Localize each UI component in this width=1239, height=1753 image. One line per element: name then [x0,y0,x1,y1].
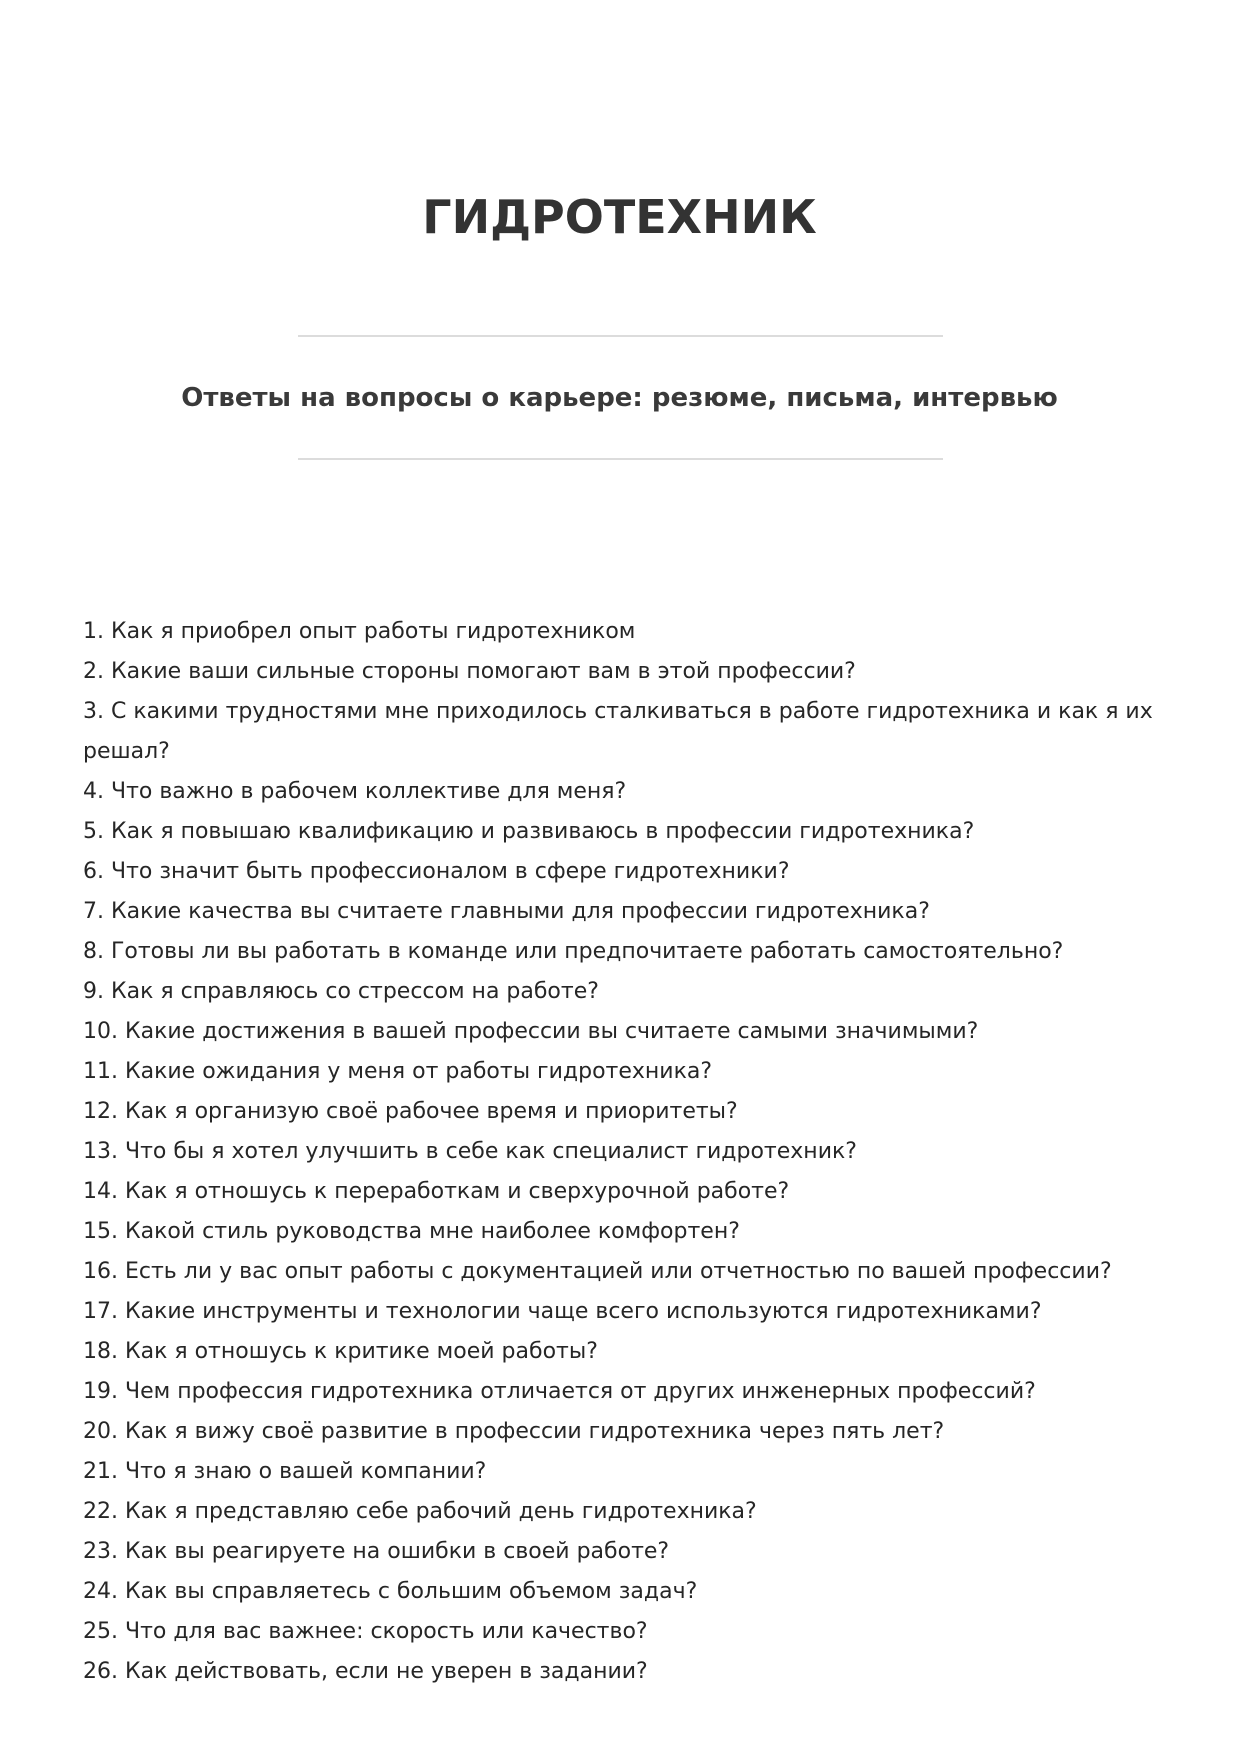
question-item: 26. Как действовать, если не уверен в задании? [83,1659,648,1684]
question-list [83,612,1163,1692]
question-item: 13. Что бы я хотел улучшить в себе как специалист гидротехник? [83,1139,857,1164]
question-item: 21. Что я знаю о вашей компании? [83,1459,487,1484]
question-item: 16. Есть ли у вас опыт работы с документацией или отчетностью по вашей профессии? [83,1259,1112,1284]
question-item: 6. Что значит быть профессионалом в сфере гидротехники? [83,859,790,884]
question-item: 23. Как вы реагируете на ошибки в своей работе? [83,1539,670,1564]
divider-bottom [298,458,943,460]
question-item: 10. Какие достижения в вашей профессии вы считаете самыми значимыми? [83,1019,979,1044]
question-item: 5. Как я повышаю квалификацию и развиваюсь в профессии гидротехника? [83,819,975,844]
question-item: 4. Что важно в рабочем коллективе для меня? [83,779,627,804]
question-item: 19. Чем профессия гидротехника отличается от других инженерных профессий? [83,1379,1036,1404]
question-item: 15. Какой стиль руководства мне наиболее комфортен? [83,1219,740,1244]
question-item: 8. Готовы ли вы работать в команде или предпочитаете работать самостоятельно? [83,939,1064,964]
question-item: 1. Как я приобрел опыт работы гидротехником [83,619,636,644]
question-item: 3. С какими трудностями мне приходилось сталкиваться в работе гидротехника и как я их решал? [83,699,1153,764]
question-item: 2. Какие ваши сильные стороны помогают вам в этой профессии? [83,659,856,684]
question-item: 25. Что для вас важнее: скорость или качество? [83,1619,648,1644]
question-item: 18. Как я отношусь к критике моей работы? [83,1339,598,1364]
question-item: 20. Как я вижу своё развитие в профессии гидротехника через пять лет? [83,1419,945,1444]
question-item: 9. Как я справляюсь со стрессом на работе? [83,979,599,1004]
question-item: 14. Как я отношусь к переработкам и сверхурочной работе? [83,1179,790,1204]
question-item: 24. Как вы справляетесь с большим объемом задач? [83,1579,698,1604]
question-item: 12. Как я организую своё рабочее время и приоритеты? [83,1099,738,1124]
page-title: ГИДРОТЕХНИК [422,190,817,244]
page-subtitle: Ответы на вопросы о карьере: резюме, письма, интервью [181,383,1058,413]
question-item: 7. Какие качества вы считаете главными для профессии гидротехника? [83,899,930,924]
question-item: 22. Как я представляю себе рабочий день гидротехника? [83,1499,757,1524]
divider-top [298,335,943,337]
question-item: 11. Какие ожидания у меня от работы гидротехника? [83,1059,713,1084]
question-item: 17. Какие инструменты и технологии чаще всего используются гидротехниками? [83,1299,1042,1324]
